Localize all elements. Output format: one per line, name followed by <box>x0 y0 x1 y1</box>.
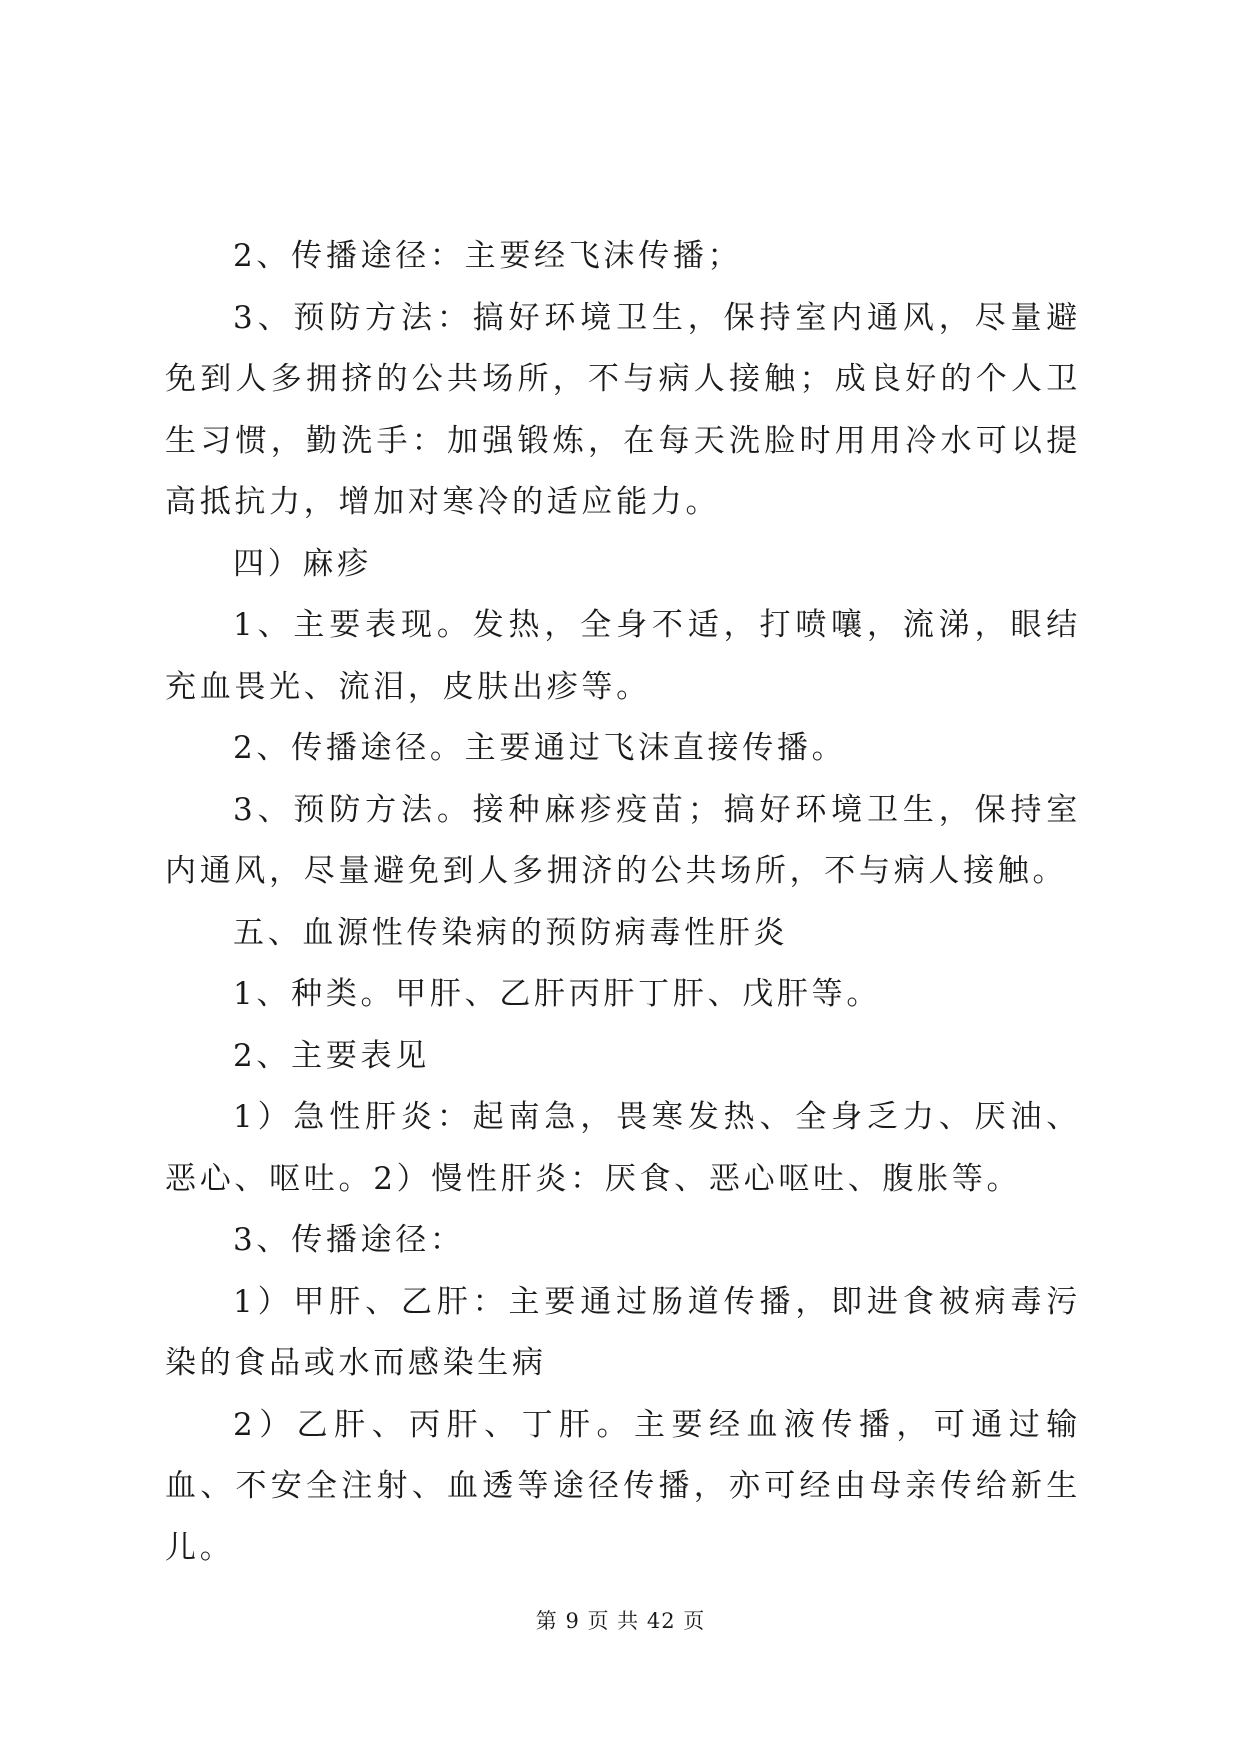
paragraph: 四）麻疹 <box>233 545 372 582</box>
paragraph: 1、种类。甲肝、乙肝丙肝丁肝、戊肝等。 <box>233 976 882 1012</box>
document-body <box>165 226 1081 1579</box>
paragraph: 1）急性肝炎：起南急，畏寒发热、全身乏力、厌油、恶心、呕吐。2）慢性肝炎：厌食、恶心呕吐、腹胀等。 <box>165 1099 1081 1197</box>
paragraph: 1）甲肝、乙肝：主要通过肠道传播，即进食被病毒污染的食品或水而感染生病 <box>165 1283 1081 1381</box>
paragraph: 2、主要表见 <box>233 1037 430 1074</box>
paragraph: 2、传播途径。主要通过飞沫直接传播。 <box>233 730 847 766</box>
page-number: 第 9 页 共 42 页 <box>535 1609 706 1633</box>
paragraph: 1、主要表现。发热，全身不适，打喷嚷，流涕，眼结充血畏光、流泪，皮肤出疹等。 <box>165 607 1081 705</box>
paragraph: 2）乙肝、丙肝、丁肝。主要经血液传播，可通过输血、不安全注射、血透等途径传播，亦可经由母亲传给新生儿。 <box>165 1406 1081 1566</box>
section-heading: 五、血源性传染病的预防病毒性肝炎 <box>233 914 789 951</box>
paragraph: 3、传播途径： <box>233 1222 465 1258</box>
paragraph: 3、预防方法。接种麻疹疫苗；搞好环境卫生，保持室内通风，尽量避免到人多拥济的公共场所，不与病人接触。 <box>165 791 1081 889</box>
paragraph: 2、传播途径：主要经飞沫传播； <box>233 238 743 274</box>
paragraph: 3、预防方法：搞好环境卫生，保持室内通风，尽量避免到人多拥挤的公共场所，不与病人接触；成良好的个人卫生习惯，勤洗手：加强锻炼，在每天洗脸时用用冷水可以提高抵抗力，增加对寒冷的适应能力。 <box>165 299 1081 520</box>
